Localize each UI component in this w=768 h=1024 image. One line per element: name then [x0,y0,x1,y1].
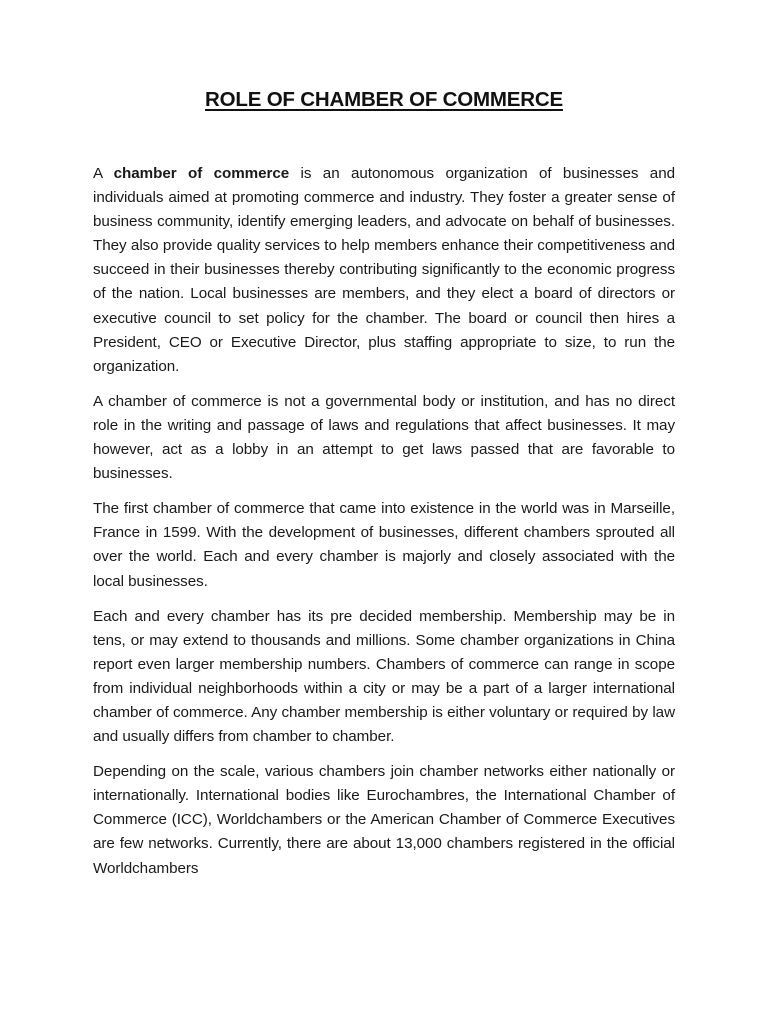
paragraph-1-lead: A [93,165,114,182]
document-body [93,162,675,892]
paragraph-3: The first chamber of commerce that came into existence in the world was in Marseille, France in 1599. With the development of businesses, different chambers sprouted all over the world. Each and every chamber is majorly and closely associated with the local businesses. [93,500,675,590]
paragraph-2: A chamber of commerce is not a governmental body or institution, and has no direct role in the writing and passage of laws and regulations that affect businesses. It may however, act as a lobby in an attempt to get laws passed that are favorable to businesses. [93,392,675,483]
chamber-of-commerce-term: chamber of commerce [113,165,290,182]
page-title: ROLE OF CHAMBER OF COMMERCE [205,88,563,111]
paragraph-4: Each and every chamber has its pre decided membership. Membership may be in tens, or may extend to thousands and millions. Some chamber organizations in China report even larger membership numbers. Chambers of commerce can range in scope from individual neighborhoods within a city or may be a part of a larger international chamber of commerce. Any chamber membership is either voluntary or required by law and usually differs from chamber to chamber. [93,607,675,746]
paragraph-1-text: is an autonomous organization of businesses and individuals aimed at promoting commerce and industry. They foster a greater sense of business community, identify emerging leaders, and advocate on behalf of businesses. They also provide quality services to help members enhance their competitiveness and succeed in their businesses thereby contributing significantly to the economic progress of the nation. Local businesses are members, and they elect a board of directors or executive council to set policy for the chamber. The board or council then hires a President, CEO or Executive Director, plus staffing appropriate to size, to run the organization. [93,165,675,375]
paragraph-1 [93,162,675,379]
paragraph-5: Depending on the scale, various chambers join chamber networks either nationally or internationally. International bodies like Eurochambres, the International Chamber of Commerce (ICC), Worldchambers or the American Chamber of Commerce Executives are few networks. Currently, there are about 13,000 chambers registered in the official Worldchambers [93,763,675,877]
